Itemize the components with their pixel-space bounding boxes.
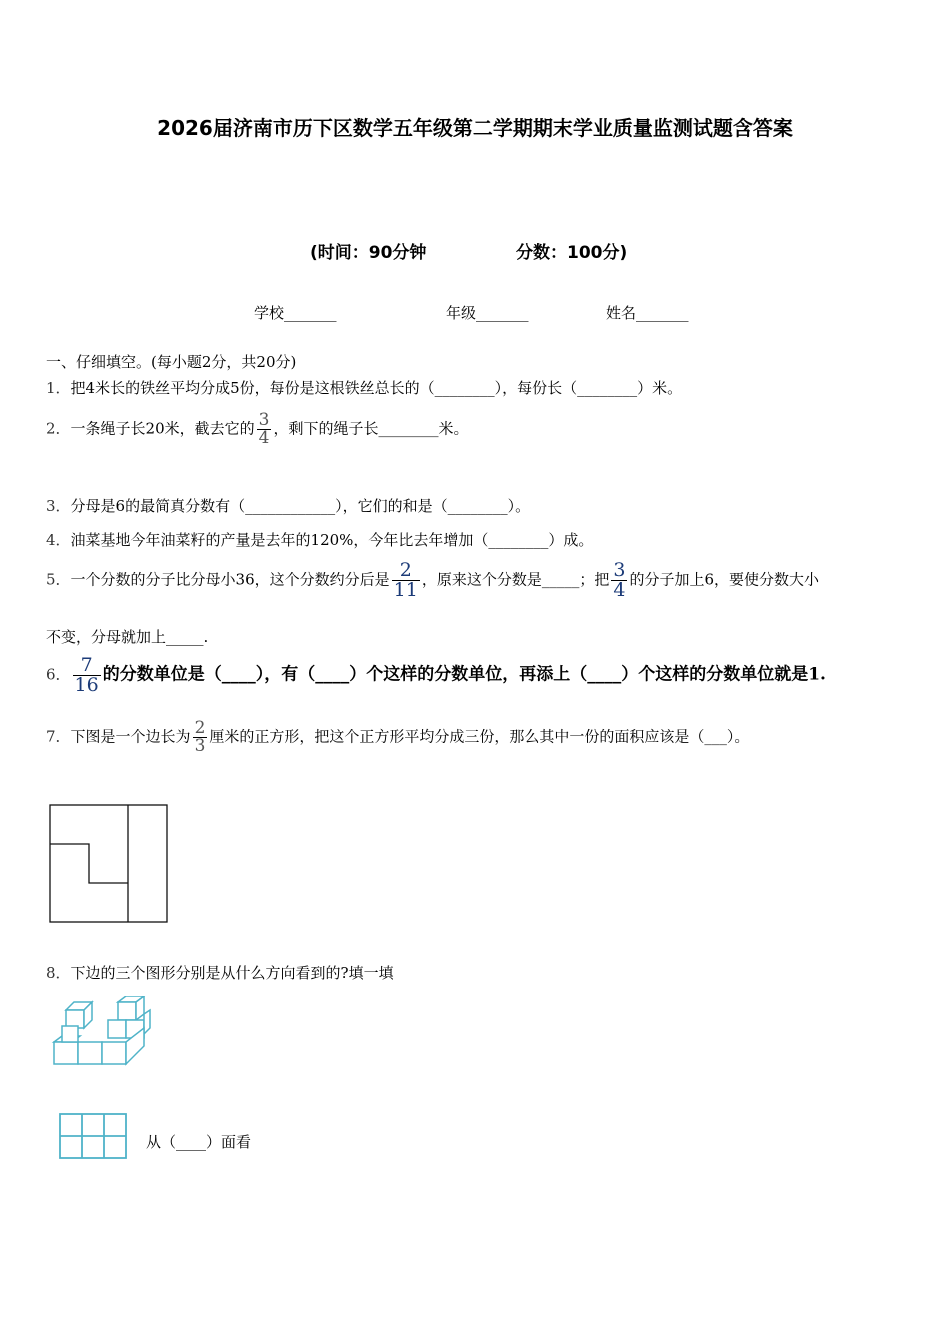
question-number: 4． bbox=[46, 531, 71, 549]
question-text: 把4米长的铁丝平均分成5份，每份是这根铁丝总长的（________），每份长（________）米。 bbox=[70, 379, 683, 397]
question-4 bbox=[46, 529, 593, 550]
question-6 bbox=[46, 656, 826, 695]
question-5-continued: 不变，分母就加上_____. bbox=[46, 628, 209, 646]
question-text: 油菜基地今年油菜籽的产量是去年的120%，今年比去年增加（________）成。 bbox=[70, 531, 594, 549]
question-text: 的分数单位是（____），有（____）个这样的分数单位，再添上（____）个这样的分数单位就是1. bbox=[102, 664, 826, 685]
document-title: 2026届济南市历下区数学五年级第二学期期末学业质量监测试题含答案 bbox=[157, 116, 793, 140]
view-direction-answer: 从（____）面看 bbox=[146, 1133, 252, 1151]
fraction: $\frac{2}{11}$ bbox=[393, 559, 418, 601]
question-text: 分母是6的最简真分数有（____________），它们的和是（________）。 bbox=[70, 497, 531, 515]
question-number: 5． bbox=[46, 570, 71, 589]
grade-field: 年级_______ bbox=[446, 304, 529, 322]
fraction: $\frac{3}{4}$ bbox=[258, 410, 270, 448]
question-text: 的分子加上6，要使分数大小 bbox=[629, 570, 819, 589]
square-division-figure bbox=[48, 803, 170, 923]
question-2 bbox=[46, 412, 468, 447]
cube-stack-figure bbox=[50, 996, 152, 1070]
question-number: 7． bbox=[46, 727, 71, 746]
front-view-grid bbox=[58, 1112, 130, 1160]
question-number: 2． bbox=[46, 419, 71, 438]
fraction: $\frac{7}{16}$ bbox=[74, 654, 99, 696]
question-number: 1． bbox=[46, 379, 71, 397]
question-text: ，剩下的绳子长________米。 bbox=[273, 419, 469, 438]
question-number: 6． bbox=[46, 665, 71, 684]
question-text: 下边的三个图形分别是从什么方向看到的?填一填 bbox=[70, 964, 394, 982]
question-text: 下图是一个边长为 bbox=[70, 727, 191, 746]
question-text: ，原来这个分数是_____；把 bbox=[421, 570, 610, 589]
fraction: $\frac{2}{3}$ bbox=[194, 718, 206, 756]
score-info: 分数：100分) bbox=[516, 243, 628, 263]
time-info: (时间：90分钟 bbox=[310, 243, 427, 263]
question-text: 一个分数的分子比分母小36，这个分数约分后是 bbox=[70, 570, 390, 589]
question-7 bbox=[46, 720, 749, 755]
question-number: 8． bbox=[46, 964, 71, 982]
school-field: 学校_______ bbox=[254, 304, 337, 322]
section-heading: 一、仔细填空。(每小题2分，共20分) bbox=[46, 353, 297, 371]
question-1 bbox=[46, 377, 682, 398]
question-8 bbox=[46, 962, 394, 983]
question-3 bbox=[46, 495, 530, 516]
question-number: 3． bbox=[46, 497, 71, 515]
fraction: $\frac{3}{4}$ bbox=[613, 559, 626, 601]
question-5 bbox=[46, 561, 819, 600]
question-text: 厘米的正方形，把这个正方形平均分成三份，那么其中一份的面积应该是（___）。 bbox=[209, 727, 750, 746]
question-text: 一条绳子长20米，截去它的 bbox=[70, 419, 255, 438]
name-field: 姓名_______ bbox=[606, 304, 689, 322]
